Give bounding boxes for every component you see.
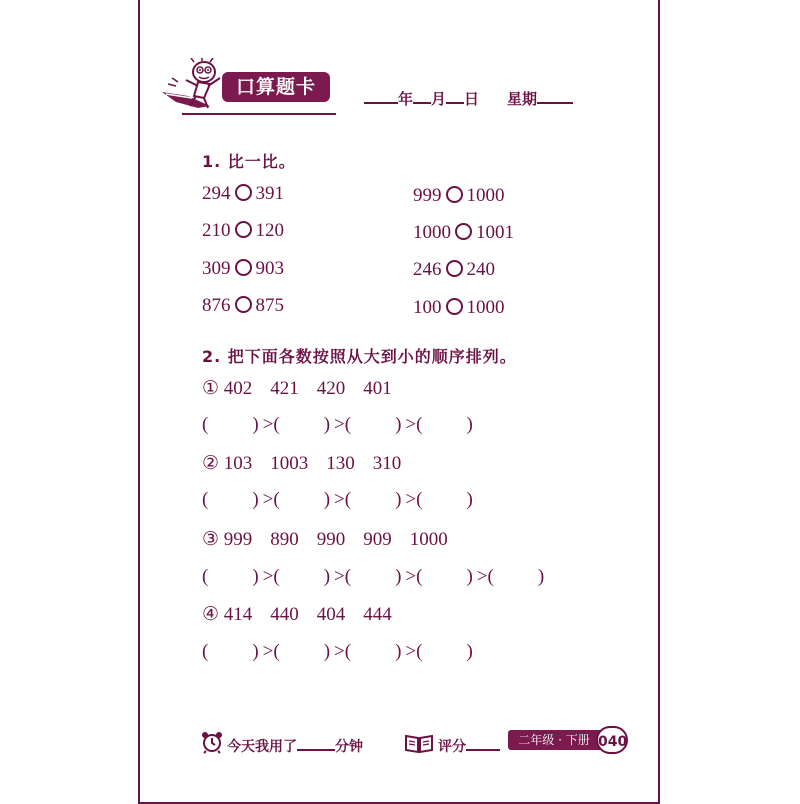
- order-problem: ③ 999 890 990 909 1000: [202, 529, 448, 550]
- day-blank[interactable]: [446, 88, 464, 104]
- compare-item: 309 903: [202, 258, 284, 279]
- weekday-blank[interactable]: [537, 88, 573, 104]
- compare-item: 210 120: [202, 220, 284, 241]
- answer-row[interactable]: ( ) >( ) >( ) >( ): [202, 641, 473, 662]
- year-blank[interactable]: [364, 88, 398, 104]
- page-number: 040: [596, 726, 628, 754]
- problem-marker: ③: [202, 529, 220, 550]
- compare-circle[interactable]: [446, 260, 463, 277]
- answer-row[interactable]: ( ) >( ) >( ) >( ): [202, 414, 473, 435]
- order-problem: ② 103 1003 130 310: [202, 453, 402, 474]
- worksheet-page: [138, 0, 660, 804]
- compare-item: 100 1000: [413, 297, 505, 318]
- day-label: 日: [464, 90, 480, 108]
- section1-title: 1. 比一比。: [202, 152, 296, 171]
- weekday-label: 星期: [507, 90, 538, 108]
- order-problem: ④ 414 440 404 444: [202, 604, 392, 625]
- compare-circle[interactable]: [235, 221, 252, 238]
- order-problem: ① 402 421 420 401: [202, 378, 392, 399]
- compare-item: 246 240: [413, 259, 495, 280]
- compare-item: 294 391: [202, 183, 284, 204]
- mascot-illustration: [158, 58, 228, 116]
- section2-title: 2. 把下面各数按照从大到小的顺序排列。: [202, 347, 517, 366]
- time-spent-row: 今天我用了 分钟: [227, 735, 363, 756]
- card-title-badge: 口算题卡: [222, 72, 330, 102]
- time-blank[interactable]: [297, 735, 335, 751]
- month-label: 月: [431, 90, 447, 108]
- month-blank[interactable]: [413, 88, 431, 104]
- compare-item: 876 875: [202, 295, 284, 316]
- answer-row[interactable]: ( ) >( ) >( ) >( ) >( ): [202, 566, 545, 587]
- compare-circle[interactable]: [235, 296, 252, 313]
- year-label: 年: [398, 90, 414, 108]
- problem-marker: ④: [202, 604, 220, 625]
- date-row: [364, 88, 573, 109]
- score-row: 评分: [438, 735, 500, 756]
- compare-circle[interactable]: [455, 223, 472, 240]
- grade-badge: 二年级 · 下册: [508, 730, 600, 750]
- header-underline: [182, 113, 336, 115]
- book-icon: [404, 732, 434, 754]
- compare-circle[interactable]: [446, 186, 463, 203]
- compare-circle[interactable]: [235, 184, 252, 201]
- compare-circle[interactable]: [446, 298, 463, 315]
- alarm-clock-icon: [200, 730, 224, 754]
- compare-item: 999 1000: [413, 185, 505, 206]
- answer-row[interactable]: ( ) >( ) >( ) >( ): [202, 489, 473, 510]
- compare-item: 1000 1001: [413, 222, 514, 243]
- score-blank[interactable]: [466, 735, 500, 751]
- problem-marker: ②: [202, 453, 220, 474]
- compare-circle[interactable]: [235, 259, 252, 276]
- problem-marker: ①: [202, 378, 220, 399]
